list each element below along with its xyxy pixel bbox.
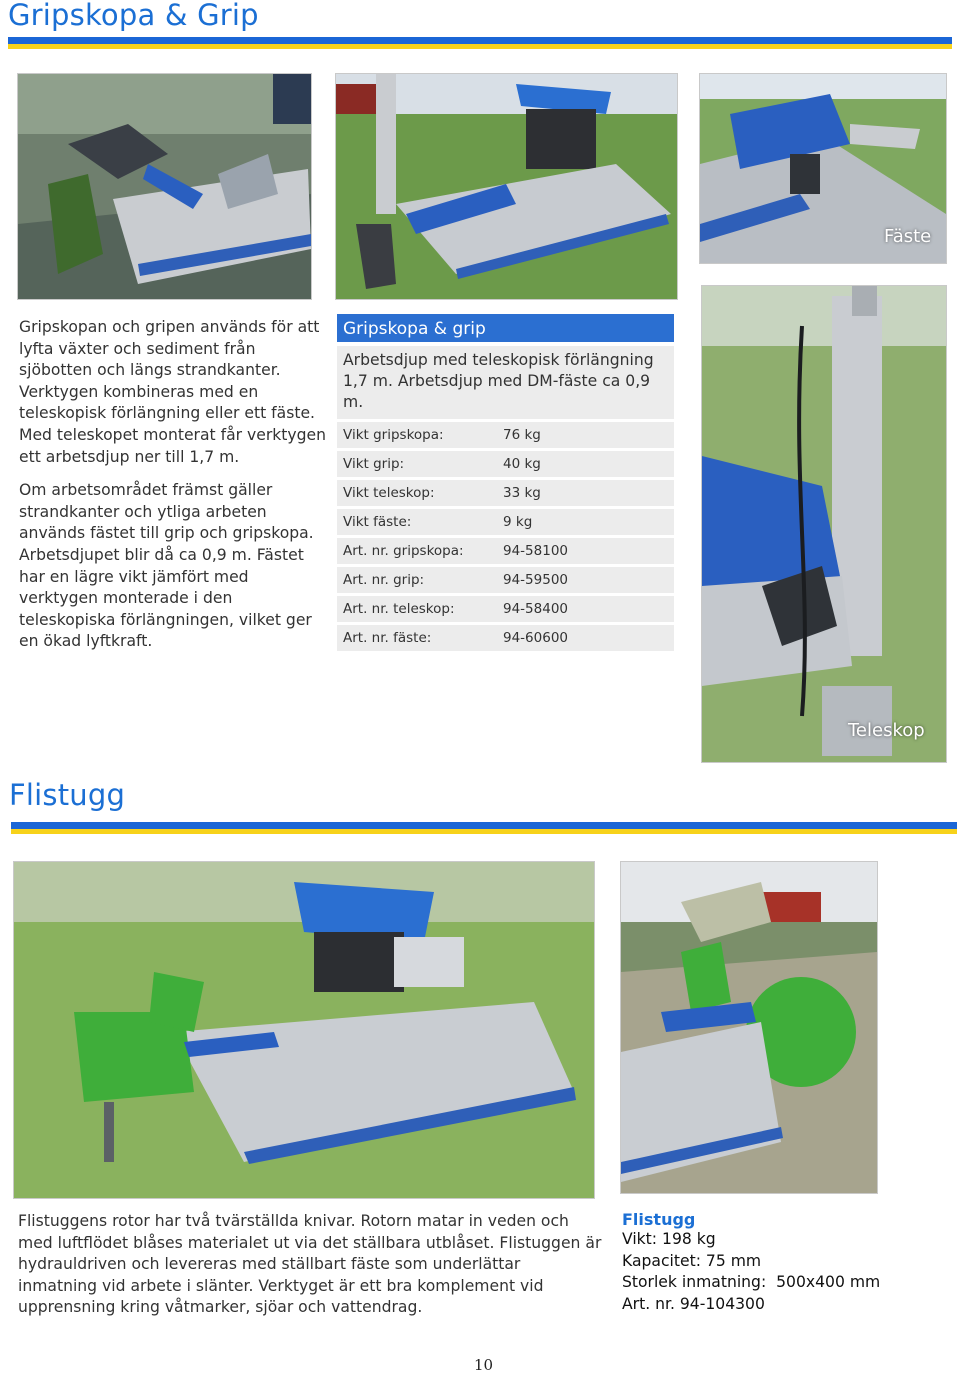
- spec-row: [337, 596, 674, 622]
- flistugg-description: Flistuggens rotor har två tvärställda knivar. Rotorn matar in veden och med luftflödet blåses materialet ut via det ställbara utblåset. Flistuggen är hydrauldriven och levereras med ställbart fäste som underlättar inmatning vid arbete i slänter. Verktyget är ett bra komplement vid upprensning kring våtmarker, sjöar och vattendrag.: [18, 1212, 602, 1317]
- flistugg-spec-title: Flistugg: [622, 1210, 696, 1229]
- spec-row: [337, 567, 674, 593]
- page-title: Gripskopa & Grip: [8, 0, 259, 32]
- flistugg-capacity-value: 75 mm: [705, 1251, 762, 1270]
- spec-row-label: Art. nr. teleskop:: [337, 596, 497, 622]
- spec-table: [337, 419, 674, 654]
- flistugg-weight: [622, 1229, 942, 1251]
- section-rule-yellow: [11, 829, 957, 834]
- flistugg-artnr: Art. nr. 94-104300: [622, 1294, 765, 1313]
- spec-row-value: 94-58400: [497, 596, 674, 622]
- flistugg-spec: [622, 1210, 942, 1315]
- section-title-flistugg: Flistugg: [9, 778, 126, 812]
- spec-row-label: Vikt grip:: [337, 451, 497, 477]
- spec-row-value: 76 kg: [497, 422, 674, 448]
- photo-flistugg-boat: [13, 861, 595, 1199]
- spec-row: [337, 538, 674, 564]
- spec-row-value: 94-58100: [497, 538, 674, 564]
- header-rule-blue: [8, 37, 952, 44]
- spec-row-value: 9 kg: [497, 509, 674, 535]
- flistugg-capacity-label: Kapacitet:: [622, 1251, 701, 1270]
- flistugg-capacity: [622, 1251, 942, 1273]
- flistugg-intake: [622, 1272, 942, 1294]
- spec-row-label: Vikt fäste:: [337, 509, 497, 535]
- spec-row: [337, 451, 674, 477]
- flistugg-weight-value: 198 kg: [662, 1230, 716, 1248]
- intro-paragraph-1: Gripskopan och gripen används för att lyfta växter och sediment från sjöbotten och längs strandkanter. Verktygen kombineras med en teleskopisk förlängning eller ett fäste. Med teleskopet monterat får verktygen ett arbetsdjup ner till 1,7 m.: [19, 318, 326, 466]
- section-rule-blue: [11, 822, 957, 829]
- flistugg-intake-value: 500x400 mm: [776, 1273, 881, 1291]
- spec-row-label: Art. nr. grip:: [337, 567, 497, 593]
- spec-row-value: 40 kg: [497, 451, 674, 477]
- caption-teleskop: Teleskop: [848, 720, 925, 741]
- intro-text: [19, 317, 331, 665]
- photo-gripskopa-water: [17, 73, 312, 300]
- spec-box: [337, 314, 674, 654]
- spec-row-label: Vikt teleskop:: [337, 480, 497, 506]
- spec-row-value: 33 kg: [497, 480, 674, 506]
- spec-row: [337, 625, 674, 651]
- spec-row-label: Vikt gripskopa:: [337, 422, 497, 448]
- flistugg-intake-label: Storlek inmatning:: [622, 1273, 767, 1291]
- flistugg-weight-label: Vikt:: [622, 1230, 658, 1248]
- spec-box-intro: Arbetsdjup med teleskopisk förlängning 1,7 m. Arbetsdjup med DM-fäste ca 0,9 m.: [337, 346, 674, 419]
- spec-row: [337, 480, 674, 506]
- intro-paragraph-2: Om arbetsområdet främst gäller strandkanter och ytliga arbeten används fästet till grip och gripskopa. Arbetsdjupet blir då ca 0,9 m. Fästet har en lägre vikt jämfört med verktygen monterade i den teleskopiska förlängningen, vilket ger en ökad lyftkraft.: [19, 481, 314, 651]
- flistugg-spec-list: [622, 1229, 942, 1315]
- photo-boat-grip: [335, 73, 678, 300]
- spec-row-label: Art. nr. fäste:: [337, 625, 497, 651]
- spec-row-value: 94-60600: [497, 625, 674, 651]
- spec-box-title: Gripskopa & grip: [337, 314, 674, 342]
- page-number: 10: [474, 1356, 494, 1374]
- header-rule-yellow: [8, 44, 952, 49]
- spec-row: [337, 509, 674, 535]
- spec-row: [337, 422, 674, 448]
- spec-row-value: 94-59500: [497, 567, 674, 593]
- photo-teleskop: [701, 285, 947, 763]
- caption-faste: Fäste: [884, 226, 932, 247]
- photo-flistugg-working: [620, 861, 878, 1194]
- spec-row-label: Art. nr. gripskopa:: [337, 538, 497, 564]
